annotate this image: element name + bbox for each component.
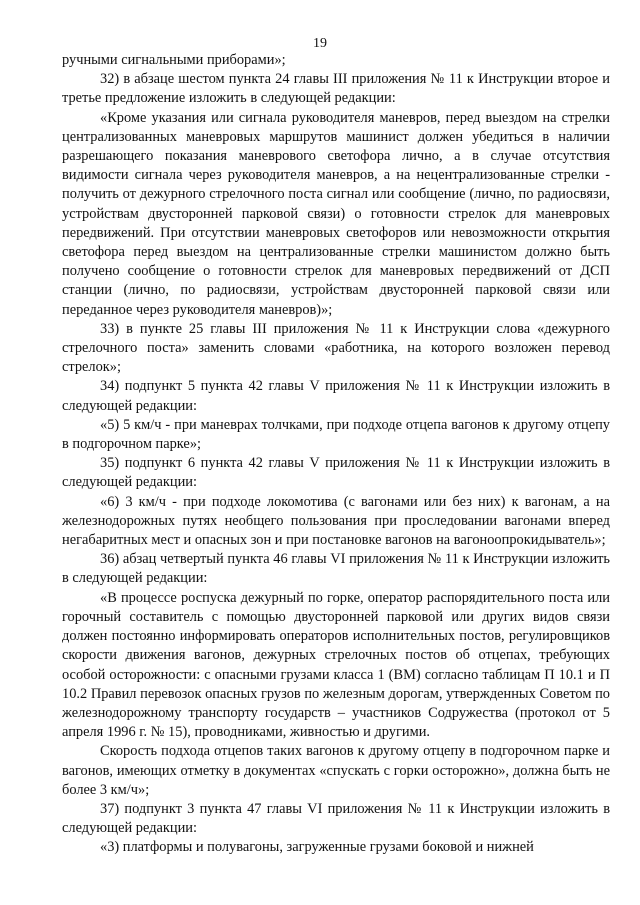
paragraph: «Кроме указания или сигнала руководителя маневров, перед выездом на стрелки централизованных маневровых маршрутов машинист должен убедиться в наличии разрешающего показания маневрового светофора лично, а в случае отсутствия видимости сигнала через руководителя маневров, а на нецентрализованные стрелки - получить от дежурного стрелочного поста сигнал или сообщение (лично, по радиосвязи, устройствам двусторонней парковой связи) о готовности стрелок для маневровых передвижений. При отсутствии маневровых светофоров или невозможности открытия светофора перед выездом на централизованные стрелки машинистом должно быть получено сообщение о готовности стрелок для маневровых передвижений от ДСП станции (лично, по радиосвязи, устройствам двусторонней парковой связи или переданное через руководителя маневров)»; [62,109,610,318]
paragraph: 36) абзац четвертый пункта 46 главы VI приложения № 11 к Инструкции изложить в следующей редакции: [62,551,610,587]
paragraph: «6) 3 км/ч - при подходе локомотива (с вагонами или без них) к вагонам, а на железнодорожных путях необщего пользования при проследовании вагонами вперед негабаритных мест и опасных зон и при постановке вагонов на вагоноопрокидыватель»; [62,493,610,549]
paragraph: 34) подпункт 5 пункта 42 главы V приложения № 11 к Инструкции изложить в следующей редакции: [62,378,610,414]
paragraph: 33) в пункте 25 главы III приложения № 11 к Инструкции слова «дежурного стрелочного поста» заменить словами «работника, на которого возложен перевод стрелок»; [62,320,610,376]
paragraph: 32) в абзаце шестом пункта 24 главы III приложения № 11 к Инструкции второе и третье предложение изложить в следующей редакции: [62,71,610,107]
paragraph: Скорость подхода отцепов таких вагонов к другому отцепу в подгорочном парке и вагонов, имеющих отметку в документах «спускать с горки осторожно», должна быть не более 3 км/ч»; [62,743,610,798]
paragraph: 35) подпункт 6 пункта 42 главы V приложения № 11 к Инструкции изложить в следующей редакции: [62,455,610,491]
page-number: 19 [313,36,327,51]
paragraph: 37) подпункт 3 пункта 47 главы VI приложения № 11 к Инструкции изложить в следующей редакции: [62,800,610,837]
paragraph: «В процессе роспуска дежурный по горке, оператор распорядительного поста или горочный составитель с помощью двусторонней парковой или других видов связи должен постоянно информировать операторов исполнительных постов, регулировщиков скорости движения вагонов, дежурных стрелочных постов об отцепах, требующих особой осторожности: с опасными грузами класса 1 (ВМ) согласно таблицам П 10.1 и П 10.2 Правил перевозок опасных грузов по железным дорогам, утвержденных Советом по железнодорожному транспорту государств – участников Содружества (протокол от 5 апреля 1996 г. № 15), проводниками, живностью и другими. [62,589,610,741]
paragraph: «5) 5 км/ч - при маневрах толчками, при подходе отцепа вагонов к другому отцепу в подгорочном парке»; [62,416,610,453]
paragraph: «3) платформы и полувагоны, загруженные грузами боковой и нижней [100,839,534,856]
document-body [62,51,610,858]
paragraph: ручными сигнальными приборами»; [62,52,286,68]
